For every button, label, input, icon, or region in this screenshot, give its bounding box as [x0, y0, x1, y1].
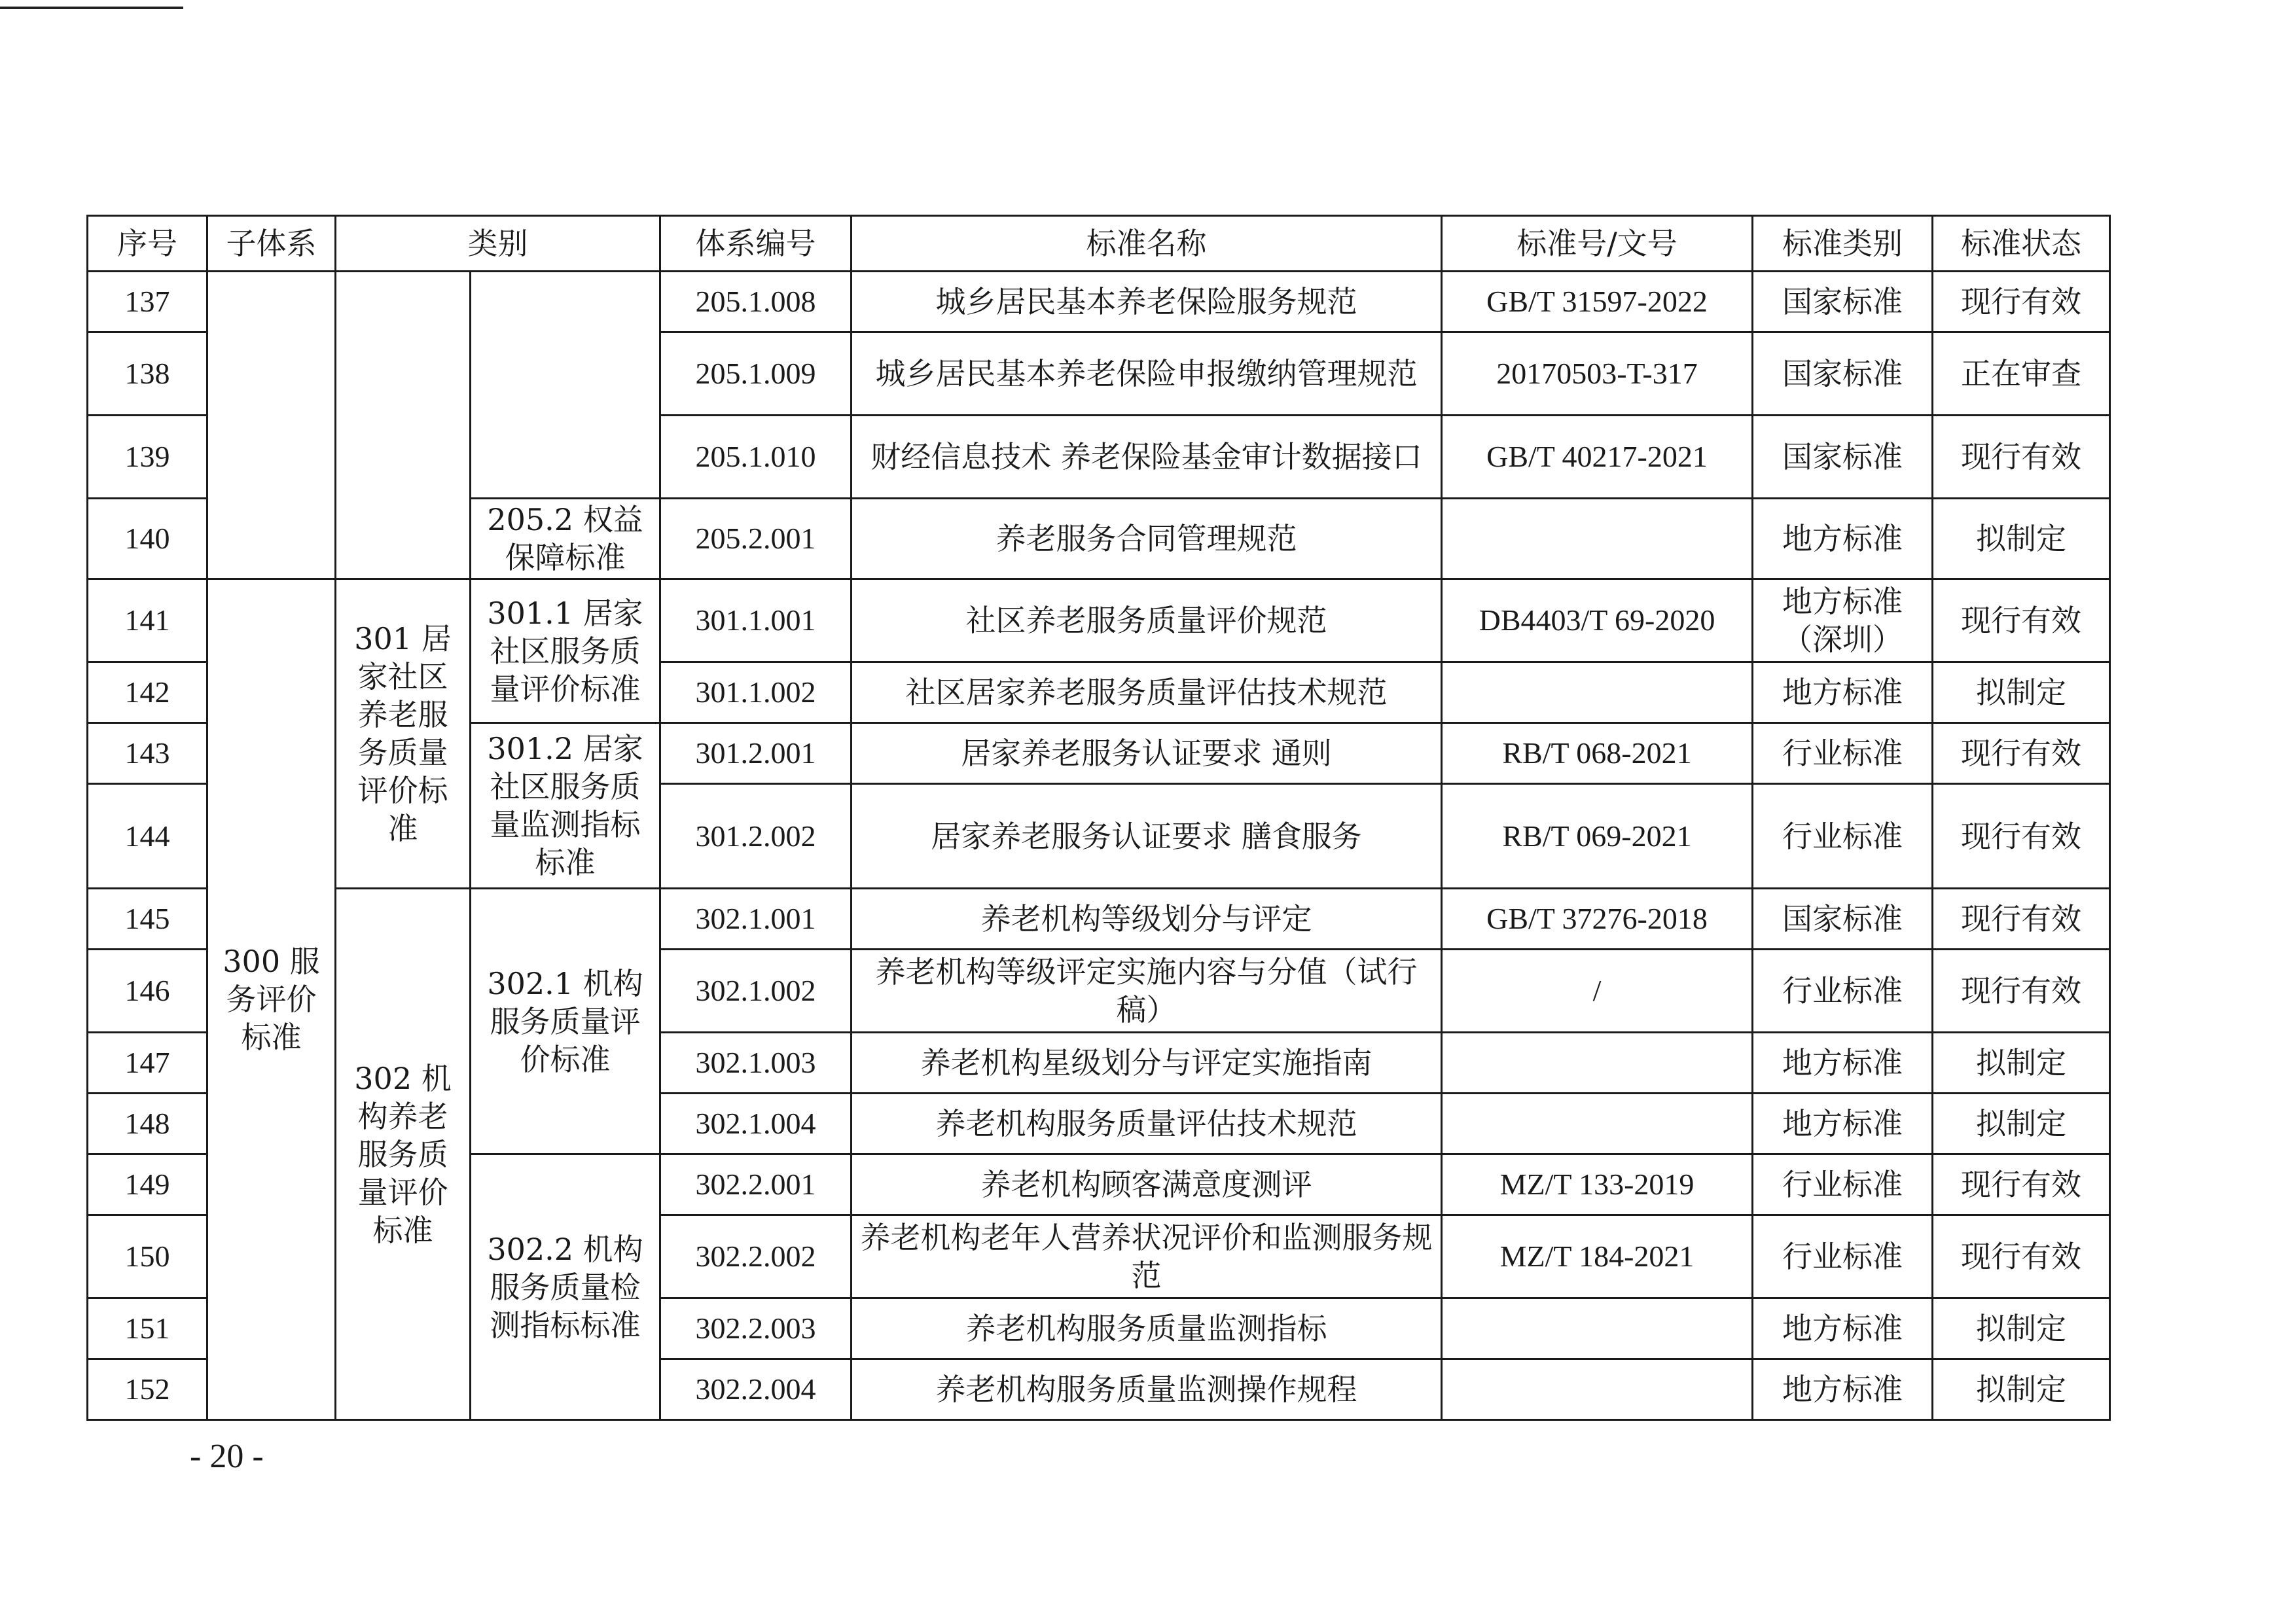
cell-seq: 142: [88, 662, 207, 723]
cell-code: 302.2.003: [660, 1298, 852, 1359]
cell-name: 城乡居民基本养老保险服务规范: [852, 272, 1442, 332]
cell-subcategory-301-1: 301.1 居家社区服务质量评价标准: [471, 579, 660, 723]
cell-doc-no: /: [1442, 950, 1753, 1033]
cell-name: 城乡居民基本养老保险申报缴纳管理规范: [852, 332, 1442, 416]
cell-std-type: 行业标准: [1753, 950, 1933, 1033]
cell-seq: 150: [88, 1215, 207, 1298]
cell-std-type: 地方标准: [1753, 1359, 1933, 1420]
cell-doc-no: [1442, 1094, 1753, 1154]
cell-status: 正在审查: [1933, 332, 2110, 416]
cell-status: 拟制定: [1933, 1298, 2110, 1359]
cell-name: 养老机构服务质量监测操作规程: [852, 1359, 1442, 1420]
cell-doc-no: RB/T 069-2021: [1442, 784, 1753, 889]
cell-doc-no: MZ/T 184-2021: [1442, 1215, 1753, 1298]
cell-doc-no: MZ/T 133-2019: [1442, 1154, 1753, 1215]
cell-seq: 139: [88, 416, 207, 499]
cell-seq: 145: [88, 889, 207, 950]
cell-name: 养老机构老年人营养状况评价和监测服务规范: [852, 1215, 1442, 1298]
cell-std-type: 行业标准: [1753, 1154, 1933, 1215]
cell-subcategory-302-2: 302.2 机构服务质量检测指标标准: [471, 1154, 660, 1420]
cell-code: 205.1.010: [660, 416, 852, 499]
cell-status: 现行有效: [1933, 950, 2110, 1033]
cell-seq: 138: [88, 332, 207, 416]
cell-status: 现行有效: [1933, 1215, 2110, 1298]
cell-category-302: 302 机构养老服务质量评价标准: [336, 889, 471, 1420]
cell-code: 301.2.001: [660, 723, 852, 784]
cell-seq: 152: [88, 1359, 207, 1420]
cell-code: 205.2.001: [660, 499, 852, 579]
cell-seq: 144: [88, 784, 207, 889]
cell-code: 301.1.001: [660, 579, 852, 662]
cell-seq: 141: [88, 579, 207, 662]
cell-code: 301.2.002: [660, 784, 852, 889]
cell-code: 205.1.009: [660, 332, 852, 416]
cell-subcategory-205-2: 205.2 权益保障标准: [471, 499, 660, 579]
cell-seq: 147: [88, 1033, 207, 1094]
cell-status: 拟制定: [1933, 1094, 2110, 1154]
cell-seq: 140: [88, 499, 207, 579]
header-name: 标准名称: [852, 216, 1442, 272]
cell-code: 302.1.001: [660, 889, 852, 950]
cell-seq: 149: [88, 1154, 207, 1215]
cell-std-type: 行业标准: [1753, 784, 1933, 889]
cell-name: 居家养老服务认证要求 膳食服务: [852, 784, 1442, 889]
cell-doc-no: [1442, 1359, 1753, 1420]
cell-name: 养老机构等级划分与评定: [852, 889, 1442, 950]
cell-std-type: 国家标准: [1753, 416, 1933, 499]
cell-status: 现行有效: [1933, 579, 2110, 662]
cell-status: 拟制定: [1933, 499, 2110, 579]
cell-name: 养老机构服务质量评估技术规范: [852, 1094, 1442, 1154]
cell-name: 养老服务合同管理规范: [852, 499, 1442, 579]
cell-subcategory-301-2: 301.2 居家社区服务质量监测指标标准: [471, 723, 660, 889]
cell-doc-no: [1442, 662, 1753, 723]
cell-std-type: 地方标准: [1753, 1298, 1933, 1359]
cell-std-type: 地方标准: [1753, 1094, 1933, 1154]
cell-doc-no: DB4403/T 69-2020: [1442, 579, 1753, 662]
standards-table: [86, 215, 2111, 1421]
cell-code: 302.1.002: [660, 950, 852, 1033]
page-number: - 20 -: [190, 1438, 264, 1475]
cell-std-type: 行业标准: [1753, 1215, 1933, 1298]
cell-name: 财经信息技术 养老保险基金审计数据接口: [852, 416, 1442, 499]
cell-status: 现行有效: [1933, 784, 2110, 889]
cell-code: 302.1.004: [660, 1094, 852, 1154]
cell-doc-no: [1442, 1033, 1753, 1094]
cell-code: 302.1.003: [660, 1033, 852, 1094]
cell-code: 205.1.008: [660, 272, 852, 332]
cell-seq: 148: [88, 1094, 207, 1154]
table-row: [88, 272, 2110, 332]
cell-std-type: 地方标准（深圳）: [1753, 579, 1933, 662]
header-code: 体系编号: [660, 216, 852, 272]
cell-subcategory-empty: [471, 272, 660, 499]
cell-seq: 137: [88, 272, 207, 332]
header-category: 类别: [336, 216, 660, 272]
cell-std-type: 国家标准: [1753, 889, 1933, 950]
cell-code: 302.2.001: [660, 1154, 852, 1215]
cell-std-type: 国家标准: [1753, 332, 1933, 416]
cell-status: 拟制定: [1933, 662, 2110, 723]
cell-std-type: 地方标准: [1753, 1033, 1933, 1094]
cell-code: 302.2.002: [660, 1215, 852, 1298]
cell-status: 现行有效: [1933, 416, 2110, 499]
cell-category-301: 301 居家社区养老服务质量评价标准: [336, 579, 471, 889]
cell-name: 社区养老服务质量评价规范: [852, 579, 1442, 662]
cell-name: 居家养老服务认证要求 通则: [852, 723, 1442, 784]
cell-seq: 151: [88, 1298, 207, 1359]
header-rule: [0, 7, 183, 9]
table-row: [88, 889, 2110, 950]
header-std-type: 标准类别: [1753, 216, 1933, 272]
cell-code: 302.2.004: [660, 1359, 852, 1420]
cell-name: 养老机构等级评定实施内容与分值（试行稿）: [852, 950, 1442, 1033]
header-status: 标准状态: [1933, 216, 2110, 272]
table-row: [88, 579, 2110, 662]
cell-subsystem-empty: [207, 272, 336, 579]
cell-doc-no: [1442, 499, 1753, 579]
cell-doc-no: RB/T 068-2021: [1442, 723, 1753, 784]
cell-seq: 146: [88, 950, 207, 1033]
cell-std-type: 国家标准: [1753, 272, 1933, 332]
cell-doc-no: 20170503-T-317: [1442, 332, 1753, 416]
cell-subcategory-302-1: 302.1 机构服务质量评价标准: [471, 889, 660, 1154]
cell-status: 现行有效: [1933, 272, 2110, 332]
header-seq: 序号: [88, 216, 207, 272]
cell-status: 现行有效: [1933, 723, 2110, 784]
cell-doc-no: [1442, 1298, 1753, 1359]
cell-status: 现行有效: [1933, 1154, 2110, 1215]
cell-status: 现行有效: [1933, 889, 2110, 950]
cell-name: 养老机构服务质量监测指标: [852, 1298, 1442, 1359]
cell-doc-no: GB/T 37276-2018: [1442, 889, 1753, 950]
cell-name: 养老机构星级划分与评定实施指南: [852, 1033, 1442, 1094]
cell-std-type: 地方标准: [1753, 662, 1933, 723]
cell-doc-no: GB/T 31597-2022: [1442, 272, 1753, 332]
header-subsystem: 子体系: [207, 216, 336, 272]
cell-category-empty: [336, 272, 471, 579]
table-header-row: [88, 216, 2110, 272]
header-doc-no: 标准号/文号: [1442, 216, 1753, 272]
cell-status: 拟制定: [1933, 1033, 2110, 1094]
cell-subsystem-300: 300 服务评价标准: [207, 579, 336, 1420]
cell-code: 301.1.002: [660, 662, 852, 723]
cell-doc-no: GB/T 40217-2021: [1442, 416, 1753, 499]
cell-name: 养老机构顾客满意度测评: [852, 1154, 1442, 1215]
cell-seq: 143: [88, 723, 207, 784]
cell-std-type: 行业标准: [1753, 723, 1933, 784]
cell-status: 拟制定: [1933, 1359, 2110, 1420]
cell-name: 社区居家养老服务质量评估技术规范: [852, 662, 1442, 723]
cell-std-type: 地方标准: [1753, 499, 1933, 579]
